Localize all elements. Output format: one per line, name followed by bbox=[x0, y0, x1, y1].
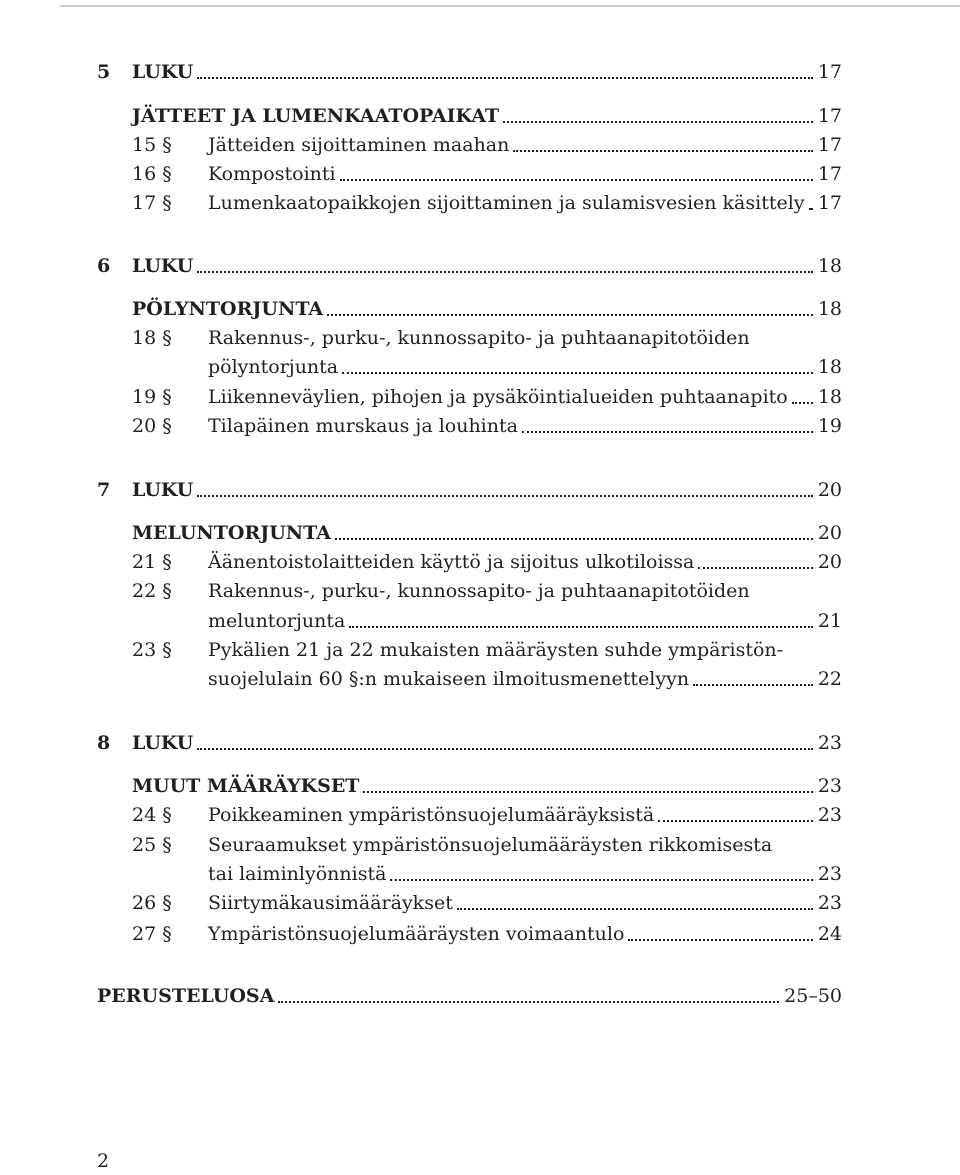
dot-leader bbox=[522, 431, 813, 433]
page-ref: 23 bbox=[817, 892, 842, 914]
paragraph-number: 19 § bbox=[132, 386, 172, 408]
page-ref: 18 bbox=[817, 386, 842, 408]
toc-entry bbox=[0, 607, 960, 636]
chapter-number: 8 bbox=[97, 732, 111, 754]
toc-entry bbox=[0, 131, 960, 160]
dot-leader bbox=[342, 372, 813, 374]
page-ref: 25–50 bbox=[784, 985, 842, 1007]
dot-leader bbox=[340, 179, 813, 181]
dot-leader bbox=[278, 1001, 779, 1003]
chapter-title: LUKU bbox=[132, 61, 194, 83]
page-ref: 24 bbox=[817, 923, 842, 945]
paragraph-number: 20 § bbox=[132, 415, 172, 437]
toc-entry bbox=[0, 548, 960, 577]
toc-entry bbox=[0, 353, 960, 382]
page-ref: 23 bbox=[817, 863, 842, 885]
toc-entry bbox=[0, 519, 960, 548]
page-ref: 22 bbox=[817, 668, 842, 690]
toc-entry bbox=[0, 476, 960, 505]
toc-entry bbox=[0, 189, 960, 218]
paragraph-title: Kompostointi bbox=[208, 163, 336, 185]
part-title: PERUSTELUOSA bbox=[97, 985, 275, 1007]
page-ref: 19 bbox=[817, 415, 842, 437]
toc-entry bbox=[0, 831, 960, 860]
page-ref: 18 bbox=[817, 255, 842, 277]
toc-entry bbox=[0, 577, 960, 606]
toc-entry bbox=[0, 383, 960, 412]
paragraph-title: Jätteiden sijoittaminen maahan bbox=[208, 134, 510, 156]
paragraph-number: 23 § bbox=[132, 639, 172, 661]
page-number: 2 bbox=[97, 1150, 110, 1172]
paragraph-number: 21 § bbox=[132, 551, 172, 573]
paragraph-number: 18 § bbox=[132, 327, 172, 349]
toc-entry bbox=[0, 58, 960, 87]
paragraph-title-continued: pölyntorjunta bbox=[208, 356, 339, 378]
paragraph-title: Liikenneväylien, pihojen ja pysäköintialueiden puhtaanapito bbox=[208, 386, 788, 408]
page-ref: 20 bbox=[817, 479, 842, 501]
paragraph-number: 27 § bbox=[132, 923, 172, 945]
paragraph-title: Siirtymäkausimääräykset bbox=[208, 892, 453, 914]
chapter-title: LUKU bbox=[132, 255, 194, 277]
dot-leader bbox=[503, 121, 813, 123]
paragraph-title: Ympäristönsuojelumääräysten voimaantulo bbox=[208, 923, 625, 945]
paragraph-title-continued: tai laiminlyönnistä bbox=[208, 863, 387, 885]
dot-leader bbox=[363, 791, 812, 793]
chapter-number: 6 bbox=[97, 255, 111, 277]
dot-leader bbox=[197, 77, 813, 79]
dot-leader bbox=[693, 684, 813, 686]
dot-leader bbox=[335, 538, 813, 540]
paragraph-title: Rakennus-, purku-, kunnossapito- ja puhtaanapitotöiden bbox=[208, 327, 750, 349]
toc-entry bbox=[0, 729, 960, 758]
paragraph-title-continued: suojelulain 60 §:n mukaiseen ilmoitusmenettelyyn bbox=[208, 668, 690, 690]
dot-leader bbox=[513, 150, 812, 152]
toc-entry bbox=[0, 102, 960, 131]
toc-entry bbox=[0, 160, 960, 189]
chapter-number: 7 bbox=[97, 479, 111, 501]
page-ref: 18 bbox=[817, 298, 842, 320]
toc-entry bbox=[0, 295, 960, 324]
paragraph-title: Pykälien 21 ja 22 mukaisten määräysten suhde ympäristön- bbox=[208, 639, 784, 661]
chapter-title: LUKU bbox=[132, 479, 194, 501]
toc-entry bbox=[0, 982, 960, 1011]
paragraph-title: Tilapäinen murskaus ja louhinta bbox=[208, 415, 518, 437]
paragraph-title: Rakennus-, purku-, kunnossapito- ja puhtaanapitotöiden bbox=[208, 580, 750, 602]
page-ref: 17 bbox=[817, 105, 842, 127]
toc-entry bbox=[0, 801, 960, 830]
dot-leader bbox=[349, 626, 813, 628]
paragraph-number: 24 § bbox=[132, 804, 172, 826]
page-ref: 23 bbox=[817, 804, 842, 826]
dot-leader bbox=[197, 271, 813, 273]
paragraph-number: 16 § bbox=[132, 163, 172, 185]
chapter-title: LUKU bbox=[132, 732, 194, 754]
dot-leader bbox=[457, 908, 813, 910]
toc-entry bbox=[0, 665, 960, 694]
paragraph-title: Seuraamukset ympäristönsuojelumääräysten rikkomisesta bbox=[208, 834, 773, 856]
dot-leader bbox=[658, 820, 813, 822]
toc-entry bbox=[0, 860, 960, 889]
toc-entry bbox=[0, 252, 960, 281]
dot-leader bbox=[327, 314, 813, 316]
chapter-number: 5 bbox=[97, 61, 111, 83]
dot-leader bbox=[792, 402, 813, 404]
paragraph-number: 17 § bbox=[132, 192, 172, 214]
toc-entry bbox=[0, 772, 960, 801]
toc-entry bbox=[0, 920, 960, 949]
toc-entry bbox=[0, 636, 960, 665]
page-ref: 23 bbox=[817, 775, 842, 797]
page-ref: 23 bbox=[817, 732, 842, 754]
section-heading: PÖLYNTORJUNTA bbox=[132, 298, 324, 320]
dot-leader bbox=[628, 939, 812, 941]
paragraph-number: 26 § bbox=[132, 892, 172, 914]
paragraph-number: 22 § bbox=[132, 580, 172, 602]
dot-leader bbox=[809, 208, 813, 210]
page-ref: 18 bbox=[817, 356, 842, 378]
page-ref: 20 bbox=[817, 522, 842, 544]
dot-leader bbox=[390, 879, 812, 881]
toc-entry bbox=[0, 324, 960, 353]
page-ref: 21 bbox=[817, 610, 842, 632]
paragraph-title: Poikkeaminen ympäristönsuojelumääräyksistä bbox=[208, 804, 655, 826]
paragraph-number: 25 § bbox=[132, 834, 172, 856]
page-ref: 17 bbox=[817, 192, 842, 214]
section-heading: MELUNTORJUNTA bbox=[132, 522, 332, 544]
page-ref: 17 bbox=[817, 134, 842, 156]
page-ref: 17 bbox=[817, 61, 842, 83]
toc-entry bbox=[0, 412, 960, 441]
section-heading: MUUT MÄÄRÄYKSET bbox=[132, 775, 360, 797]
toc-entry bbox=[0, 889, 960, 918]
section-heading: JÄTTEET JA LUMENKAATOPAIKAT bbox=[132, 105, 500, 127]
paragraph-title: Äänentoistolaitteiden käyttö ja sijoitus ulkotiloissa bbox=[208, 551, 695, 573]
paragraph-title: Lumenkaatopaikkojen sijoittaminen ja sulamisvesien käsittely bbox=[208, 192, 805, 214]
dot-leader bbox=[698, 567, 812, 569]
paragraph-number: 15 § bbox=[132, 134, 172, 156]
paragraph-title-continued: meluntorjunta bbox=[208, 610, 346, 632]
dot-leader bbox=[197, 495, 813, 497]
dot-leader bbox=[197, 748, 813, 750]
page-ref: 17 bbox=[817, 163, 842, 185]
page-ref: 20 bbox=[817, 551, 842, 573]
